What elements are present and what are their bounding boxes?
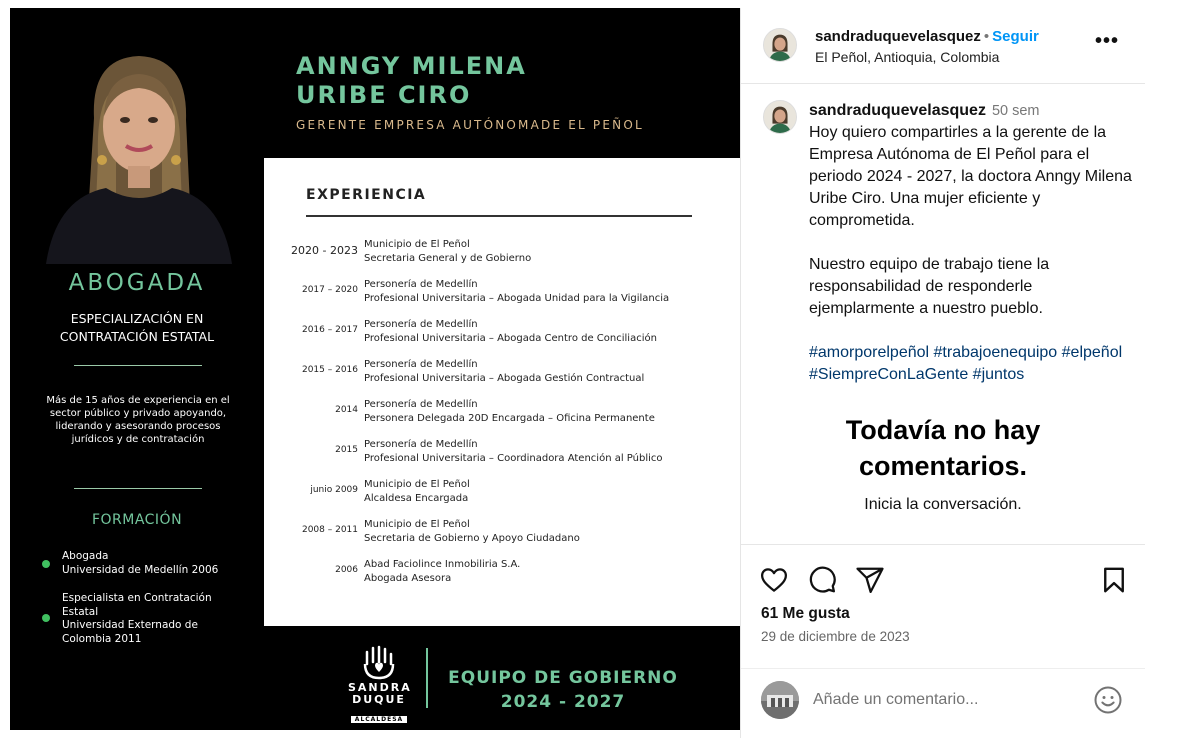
avatar-image xyxy=(764,101,796,133)
cv-name xyxy=(296,52,527,110)
team-banner xyxy=(440,666,686,714)
comment-input[interactable] xyxy=(813,685,1073,715)
paper-plane-icon xyxy=(855,565,885,595)
experience-role: Profesional Universitaria – Abogada Unidad para la Vigilancia xyxy=(364,292,670,304)
experience-row xyxy=(264,278,740,312)
woman-portrait-illustration xyxy=(36,38,242,264)
experience-divider xyxy=(306,215,692,217)
cv-left-panel xyxy=(10,8,264,730)
experience-role: Alcaldesa Encargada xyxy=(364,492,469,504)
logo-line2: DUQUE xyxy=(352,693,406,706)
experience-year: 2006 xyxy=(335,565,358,575)
experience-year: 2017 – 2020 xyxy=(301,285,358,295)
post-location[interactable]: El Peñol, Antioquia, Colombia xyxy=(815,49,1000,65)
caption-author-avatar[interactable] xyxy=(763,100,797,134)
experience-org: Personería de Medellín xyxy=(364,439,478,450)
current-user-avatar xyxy=(761,681,799,719)
experience-role: Abogada Asesora xyxy=(364,572,452,584)
experience-desc xyxy=(364,518,580,545)
cv-about: Más de 15 años de experiencia en el sector público y privado apoyando, liderando y asesorando procesos jurídicos y de contratación xyxy=(46,395,230,445)
team-line1: EQUIPO DE GOBIERNO xyxy=(448,668,678,688)
experience-title: EXPERIENCIA xyxy=(306,187,427,203)
experience-role: Secretaria de Gobierno y Apoyo Ciudadano xyxy=(364,532,580,544)
education-line: Especialista en Contratación xyxy=(62,592,212,604)
likes-count[interactable]: 61 Me gusta xyxy=(761,605,850,622)
share-button[interactable] xyxy=(855,565,885,595)
no-comments-line1: Todavía no hay xyxy=(845,415,1041,445)
comment-button[interactable] xyxy=(807,565,837,595)
experience-desc xyxy=(364,358,644,385)
add-comment-bar xyxy=(741,668,1145,730)
cv-specialization-line2: CONTRATACIÓN ESTATAL xyxy=(59,329,215,344)
cv-name-line2: URIBE CIRO xyxy=(296,81,472,109)
emoji-button[interactable] xyxy=(1093,685,1123,715)
experience-desc xyxy=(364,278,669,305)
cv-divider xyxy=(74,488,202,489)
cv-role: ABOGADA xyxy=(68,270,206,296)
author-avatar[interactable] xyxy=(763,28,797,62)
team-line2: 2024 - 2027 xyxy=(500,692,626,712)
experience-org: Personería de Medellín xyxy=(364,319,478,330)
post-image xyxy=(10,8,740,730)
cv-specialization-line1: ESPECIALIZACIÓN EN xyxy=(70,311,204,326)
cv-divider xyxy=(74,365,202,366)
education-line: Estatal xyxy=(62,605,99,618)
caption-paragraph-1: Hoy quiero compartirles a la gerente de la Empresa Autónoma de El Peñol para el periodo 2024 - 2027, la doctora Anngy Milena Uribe Ciro. Una mujer eficiente y comprometida. xyxy=(809,124,1132,229)
experience-row xyxy=(264,358,740,392)
cv-footer xyxy=(264,626,740,730)
footer-divider xyxy=(426,648,428,708)
experience-row xyxy=(264,438,740,472)
experience-desc xyxy=(364,318,657,345)
hashtag-link[interactable]: #SiempreConLaGente xyxy=(809,366,969,383)
experience-org: Personería de Medellín xyxy=(364,399,478,410)
experience-row xyxy=(264,318,740,352)
cv-experience-panel xyxy=(264,158,740,626)
experience-role: Personera Delegada 20D Encargada – Oficina Permanente xyxy=(364,412,655,424)
heart-icon xyxy=(759,565,789,595)
experience-year: 2015 xyxy=(335,445,358,455)
education-line: Universidad Externado de xyxy=(62,619,198,631)
education-line: Universidad de Medellín 2006 xyxy=(62,563,219,576)
cv-name-line1: ANNGY MILENA xyxy=(296,52,527,80)
education-line: Abogada xyxy=(62,550,109,562)
no-comments-line2: comentarios. xyxy=(858,451,1028,481)
experience-year: junio 2009 xyxy=(310,485,358,495)
post-caption xyxy=(809,100,1137,386)
education-text xyxy=(62,550,242,577)
experience-role: Profesional Universitaria – Abogada Gestión Contractual xyxy=(364,372,645,384)
experience-year: 2020 - 2023 xyxy=(291,244,358,257)
bullet-dot-icon xyxy=(42,560,50,568)
experience-year: 2008 – 2011 xyxy=(301,525,358,535)
experience-year: 2014 xyxy=(335,405,358,415)
caption-paragraph-2: Nuestro equipo de trabajo tiene la responsabilidad de responderle ejemplarmente a nuestro pueblo. xyxy=(809,256,1050,317)
cv-job-title: GERENTE EMPRESA AUTÓNOMADE EL PEÑOL xyxy=(296,118,644,132)
like-button[interactable] xyxy=(759,565,789,595)
avatar-image xyxy=(764,29,796,61)
post-actions xyxy=(741,544,1145,664)
experience-desc xyxy=(364,478,470,505)
caption-username[interactable]: sandraduquevelasquez xyxy=(809,102,986,119)
follow-button[interactable]: Seguir xyxy=(992,28,1039,45)
cv-header xyxy=(264,24,698,158)
experience-org: Municipio de El Peñol xyxy=(364,239,470,250)
sandra-duque-logo xyxy=(348,644,410,725)
save-button[interactable] xyxy=(1099,565,1129,595)
comment-bubble-icon xyxy=(807,565,837,595)
post-header xyxy=(741,8,1145,84)
experience-desc xyxy=(364,558,520,585)
experience-row xyxy=(264,478,740,512)
experience-row xyxy=(264,558,740,592)
bullet-dot-icon xyxy=(42,614,50,622)
experience-org: Abad Faciolince Inmobiliria S.A. xyxy=(364,559,521,570)
logo-line3: ALCALDESA xyxy=(351,716,407,723)
profile-photo xyxy=(36,38,242,264)
hashtag-link[interactable]: #amorporelpeñol xyxy=(809,344,930,361)
hand-heart-icon xyxy=(359,644,399,680)
smiley-icon xyxy=(1093,685,1123,715)
dot-separator: • xyxy=(983,28,990,45)
experience-org: Municipio de El Peñol xyxy=(364,479,470,490)
cv-formacion-title: FORMACIÓN xyxy=(91,512,183,528)
author-username[interactable]: sandraduquevelasquez xyxy=(815,28,981,45)
education-line: Colombia 2011 xyxy=(62,632,142,645)
experience-org: Personería de Medellín xyxy=(364,279,478,290)
caption-time[interactable]: 50 sem xyxy=(991,103,1040,119)
instagram-post-panel xyxy=(740,8,1144,738)
experience-org: Municipio de El Peñol xyxy=(364,519,470,530)
author-username-row xyxy=(815,28,1039,45)
experience-desc xyxy=(364,438,663,465)
experience-org: Personería de Medellín xyxy=(364,359,478,370)
experience-role: Profesional Universitaria – Abogada Centro de Conciliación xyxy=(364,332,657,344)
hashtag-link[interactable]: #elpeñol xyxy=(1061,344,1123,361)
experience-row xyxy=(264,518,740,552)
education-text xyxy=(62,592,242,646)
cv-specialization xyxy=(10,310,264,346)
no-comments-block xyxy=(741,412,1145,514)
logo-line1: SANDRA xyxy=(348,681,412,694)
avatar-image xyxy=(761,681,799,719)
experience-row xyxy=(264,398,740,432)
caption-hashtags xyxy=(809,342,1137,386)
experience-role: Secretaria General y de Gobierno xyxy=(364,252,532,264)
experience-year: 2015 – 2016 xyxy=(301,365,358,375)
experience-role: Profesional Universitaria – Coordinadora Atención al Público xyxy=(364,452,663,464)
experience-row xyxy=(264,238,740,272)
hashtag-link[interactable]: #juntos xyxy=(972,366,1025,383)
experience-desc xyxy=(364,238,531,265)
hashtag-link[interactable]: #trabajoenequipo xyxy=(933,344,1058,361)
start-conversation-text: Inicia la conversación. xyxy=(864,496,1022,513)
experience-year: 2016 – 2017 xyxy=(301,325,358,335)
experience-desc xyxy=(364,398,655,425)
more-options-icon[interactable]: ••• xyxy=(1094,30,1119,52)
post-date[interactable]: 29 de diciembre de 2023 xyxy=(761,629,910,644)
bookmark-icon xyxy=(1099,565,1129,595)
